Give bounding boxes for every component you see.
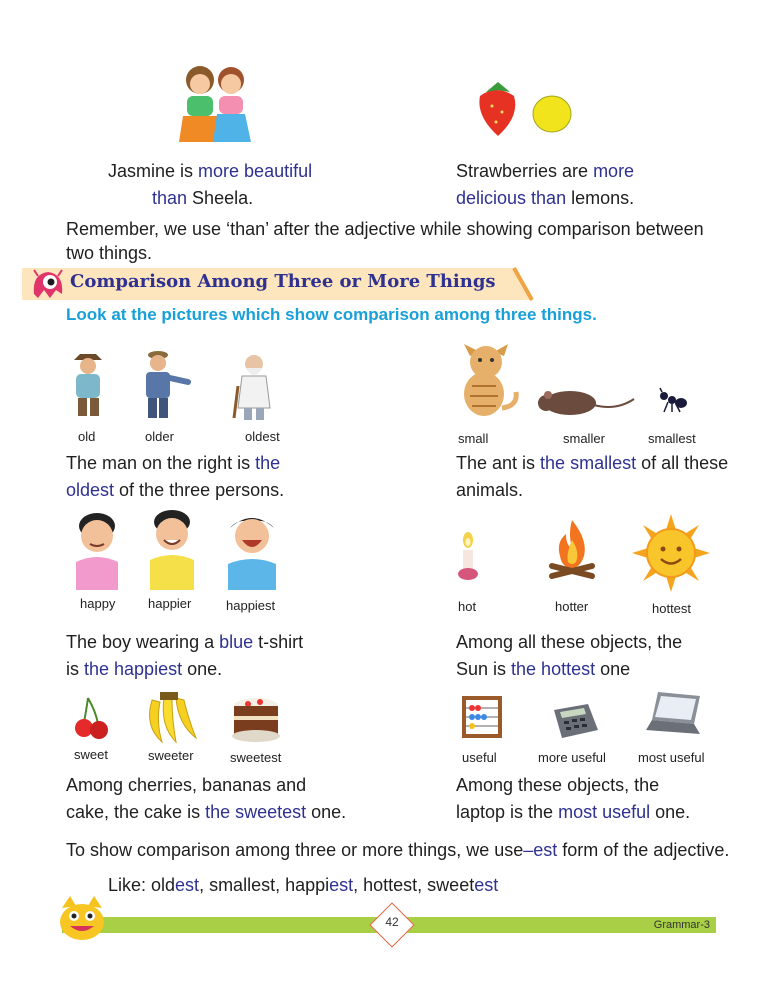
sentence-text: Sun is <box>456 659 512 679</box>
sweets-sentence-line2 <box>66 799 346 826</box>
label-older: older <box>145 429 174 444</box>
old-man-icon <box>66 350 110 418</box>
older-man-icon <box>136 348 192 420</box>
suffix-highlight: est <box>474 875 499 895</box>
sentence-highlight: the sweetest <box>205 802 307 822</box>
sentence-text: cake, the cake is <box>66 802 206 822</box>
sentence-highlight: the happiest <box>84 659 183 679</box>
cat-icon <box>450 336 522 418</box>
laptop-icon <box>644 690 704 740</box>
ant-icon <box>658 388 688 414</box>
animals-sentence-line1 <box>456 450 728 477</box>
useful-sentence-line2 <box>456 799 690 826</box>
sentence-text: The ant is <box>456 453 541 473</box>
label-old: old <box>78 429 96 444</box>
page-number: 42 <box>385 915 399 929</box>
fruits-caption-line2 <box>456 185 634 212</box>
two-girls-illustration <box>165 62 265 150</box>
sentence-text: The boy wearing a <box>66 632 220 652</box>
campfire-icon <box>548 520 596 582</box>
bananas-icon <box>142 692 204 744</box>
label-useful: useful <box>462 750 497 765</box>
label-hotter: hotter <box>555 599 589 614</box>
boy-pink-shirt-icon <box>70 510 124 590</box>
like-text: , smallest, happi <box>199 875 330 895</box>
sentence-text: t-shirt <box>253 632 304 652</box>
label-smallest: smallest <box>648 431 696 446</box>
useful-sentence-line1: Among these objects, the <box>456 775 660 795</box>
boys-sentence-line2 <box>66 656 222 683</box>
like-text: Like: old <box>108 875 176 895</box>
label-most-useful: most useful <box>638 750 705 765</box>
animals-sentence-line2: animals. <box>456 480 524 500</box>
label-smaller: smaller <box>563 431 605 446</box>
hot-sentence-line2 <box>456 656 630 683</box>
sentence-text: one <box>595 659 631 679</box>
sentence-text: of all these <box>636 453 729 473</box>
label-happy: happy <box>80 596 116 611</box>
remember-line-1: Remember, we use ‘than’ after the adjective while showing comparison between <box>66 219 704 239</box>
sentence-highlight: the smallest <box>540 453 637 473</box>
hot-sentence-line1: Among all these objects, the <box>456 632 683 652</box>
oldest-man-icon <box>230 352 280 420</box>
label-happier: happier <box>148 596 192 611</box>
sentence-highlight: the <box>255 453 281 473</box>
rat-icon <box>536 385 636 419</box>
cake-icon <box>230 696 282 744</box>
label-sweeter: sweeter <box>148 748 194 763</box>
caption-highlight: than <box>152 188 188 208</box>
label-more-useful: more useful <box>538 750 606 765</box>
girls-caption-line2 <box>152 185 253 212</box>
label-oldest: oldest <box>245 429 280 444</box>
caption-text: lemons. <box>566 188 635 208</box>
sentence-text: of the three persons. <box>114 480 285 500</box>
abacus-icon <box>460 694 504 740</box>
caption-highlight: more beautiful <box>198 161 313 181</box>
sun-icon <box>632 514 710 592</box>
label-hottest: hottest <box>652 601 692 616</box>
sentence-highlight: the hottest <box>511 659 596 679</box>
section-subheading: Look at the pictures which show comparison among three things. <box>66 305 597 324</box>
boy-yellow-shirt-icon <box>144 508 200 590</box>
sentence-text: one. <box>650 802 691 822</box>
sentence-text: one. <box>182 659 223 679</box>
sweets-sentence-line1: Among cherries, bananas and <box>66 775 307 795</box>
calculator-icon <box>550 702 600 740</box>
label-small: small <box>458 431 489 446</box>
label-happiest: happiest <box>226 598 276 613</box>
caption-text: Strawberries are <box>456 161 594 181</box>
sentence-text: is <box>66 659 84 679</box>
cherries-icon <box>74 698 110 740</box>
section-title: Comparison Among Three or More Things <box>70 271 496 292</box>
label-sweetest: sweetest <box>230 750 282 765</box>
suffix-highlight: est <box>329 875 354 895</box>
sentence-text: The man on the right is <box>66 453 256 473</box>
like-text: , hottest, sweet <box>353 875 475 895</box>
like-examples <box>108 872 498 899</box>
boys-sentence-line1 <box>66 629 303 656</box>
candle-icon <box>456 532 480 582</box>
sentence-text: one. <box>306 802 347 822</box>
sentence-text: laptop is the <box>456 802 559 822</box>
fruits-caption-line1 <box>456 158 634 185</box>
men-sentence-line1 <box>66 450 280 477</box>
girls-caption-line1 <box>108 158 312 185</box>
rule-text: form of the adjective. <box>557 840 730 860</box>
sentence-highlight: oldest <box>66 480 115 500</box>
sentence-highlight: blue <box>219 632 254 652</box>
boy-blue-shirt-icon <box>222 510 282 590</box>
rule-highlight: –est <box>523 840 558 860</box>
suffix-highlight: est <box>175 875 200 895</box>
series-title: Grammar-3 <box>653 919 710 931</box>
rule-line <box>66 837 729 864</box>
men-sentence-line2 <box>66 477 284 504</box>
rule-text: To show comparison among three or more things, we use <box>66 840 524 860</box>
caption-text: Sheela. <box>187 188 254 208</box>
footer-mascot-icon <box>56 896 108 942</box>
remember-line-2: two things. <box>66 243 153 263</box>
caption-highlight: more <box>593 161 635 181</box>
caption-text: Jasmine is <box>108 161 199 181</box>
caption-highlight: delicious than <box>456 188 567 208</box>
sentence-highlight: most useful <box>558 802 651 822</box>
strawberry-lemon-illustration <box>472 76 582 138</box>
monster-mascot-icon <box>30 266 66 302</box>
label-hot: hot <box>458 599 477 614</box>
label-sweet: sweet <box>74 747 108 762</box>
